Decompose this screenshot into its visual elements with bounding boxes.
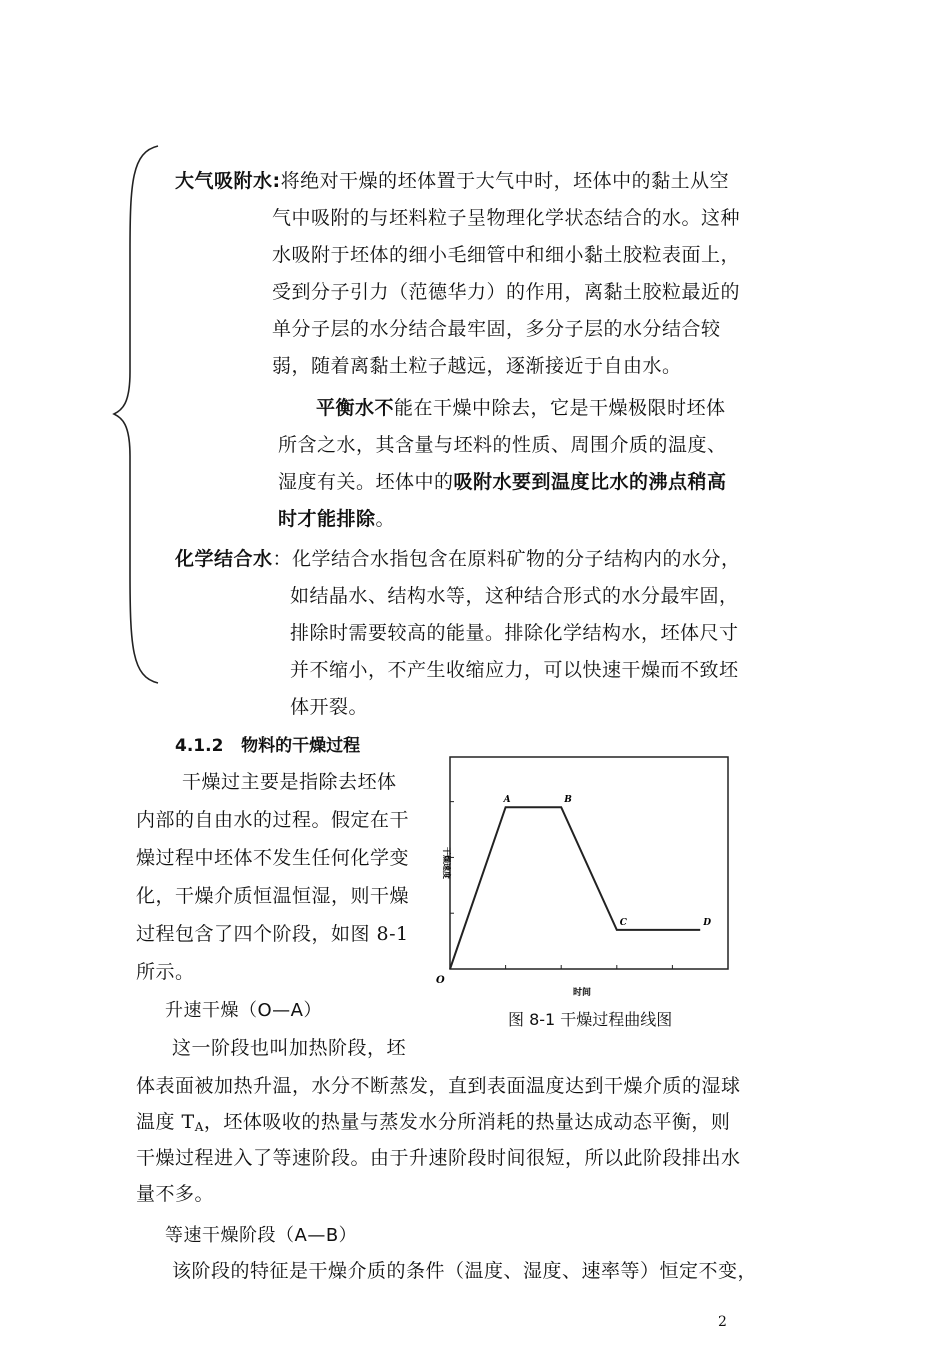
- term-equilibrium-water: 平衡水不: [316, 397, 395, 419]
- paragraph-line: 这一阶段也叫加热阶段，坯: [172, 1037, 407, 1059]
- paragraph-line: 受到分子引力（范德华力）的作用，离黏土胶粒最近的: [272, 281, 741, 303]
- point-label-a: A: [503, 795, 511, 806]
- x-axis-label: 时间: [572, 988, 592, 998]
- paragraph-line: 干燥过主要是指除去坯体: [182, 771, 397, 793]
- paragraph-line: 燥过程中坯体不发生任何化学变: [136, 847, 410, 869]
- term-chemical-water: 化学结合水: [175, 548, 273, 570]
- point-label-b: B: [564, 795, 572, 806]
- paragraph-line: 单分子层的水分结合最牢固，多分子层的水分结合较: [272, 318, 721, 340]
- section-number: 4.1.2: [175, 736, 224, 756]
- curly-brace: [110, 142, 160, 687]
- axis-ticks: [450, 802, 672, 969]
- paragraph-line: 所示。: [136, 961, 195, 983]
- paragraph-line: 大气吸附水:将绝对干燥的坯体置于大气中时，坯体中的黏土从空: [175, 170, 730, 192]
- drying-curve-line: [450, 807, 700, 969]
- y-axis-label: 干燥速度: [442, 847, 451, 879]
- paragraph-line: 气中吸附的与坯料粒子呈物理化学状态结合的水。这种: [272, 207, 741, 229]
- section-heading: [175, 733, 360, 759]
- paragraph-line: 所含之水，其含量与坯料的性质、周围介质的温度、: [278, 434, 727, 456]
- paragraph-line: 干燥过程进入了等速阶段。由于升速阶段时间很短，所以此阶段排出水: [136, 1147, 741, 1169]
- stage-title: 等速干燥阶段（A—B）: [165, 1225, 358, 1246]
- section-title: 物料的干燥过程: [241, 736, 361, 756]
- term-atmospheric-water: 大气吸附水:: [175, 170, 281, 192]
- paragraph-line: 体开裂。: [290, 696, 369, 718]
- plot-frame: [450, 757, 728, 969]
- stage-title: 升速干燥（O—A）: [165, 1000, 322, 1021]
- paragraph-line: 体表面被加热升温，水分不断蒸发，直到表面温度达到干燥介质的湿球: [136, 1075, 741, 1097]
- point-label-d: D: [703, 917, 712, 928]
- paragraph-line: 湿度有关。坯体中的吸附水要到温度比水的沸点稍高: [278, 471, 727, 493]
- point-label-c: C: [619, 917, 627, 928]
- emphasis-text: 时才能排除: [278, 508, 376, 530]
- paragraph-line: 弱，随着离黏土粒子越远，逐渐接近于自由水。: [272, 355, 682, 377]
- paragraph-line: 化学结合水：化学结合水指包含在原料矿物的分子结构内的水分，: [175, 548, 741, 570]
- emphasis-text: 吸附水要到温度比水的沸点稍高: [453, 471, 727, 493]
- paragraph-line: 化，干燥介质恒温恒湿，则干燥: [136, 885, 410, 907]
- paragraph-line: 时才能排除。: [278, 508, 396, 530]
- origin-label: O: [436, 975, 445, 986]
- drying-curve-chart: [432, 753, 732, 1003]
- figure-caption: 图 8-1 干燥过程曲线图: [508, 1010, 673, 1029]
- paragraph-line: 量不多。: [136, 1183, 215, 1205]
- paragraph-line: 平衡水不能在干燥中除去，它是干燥极限时坯体: [316, 397, 726, 419]
- page-number: 2: [718, 1314, 727, 1330]
- paragraph-line: 如结晶水、结构水等，这种结合形式的水分最牢固，: [290, 585, 739, 607]
- paragraph-line: 水吸附于坯体的细小毛细管中和细小黏土胶粒表面上，: [272, 244, 741, 266]
- paragraph-line: 过程包含了四个阶段，如图 8-1: [136, 923, 409, 945]
- paragraph-line: 内部的自由水的过程。假定在干: [136, 809, 410, 831]
- paragraph-line: 并不缩小，不产生收缩应力，可以快速干燥而不致坯: [290, 659, 739, 681]
- paragraph-line: 排除时需要较高的能量。排除化学结构水，坯体尺寸: [290, 622, 739, 644]
- paragraph-line: 温度 $T_A$，坯体吸收的热量与蒸发水分所消耗的热量达成动态平衡，则: [136, 1111, 731, 1134]
- paragraph-line: 该阶段的特征是干燥介质的条件（温度、湿度、速率等）恒定不变，: [172, 1260, 758, 1282]
